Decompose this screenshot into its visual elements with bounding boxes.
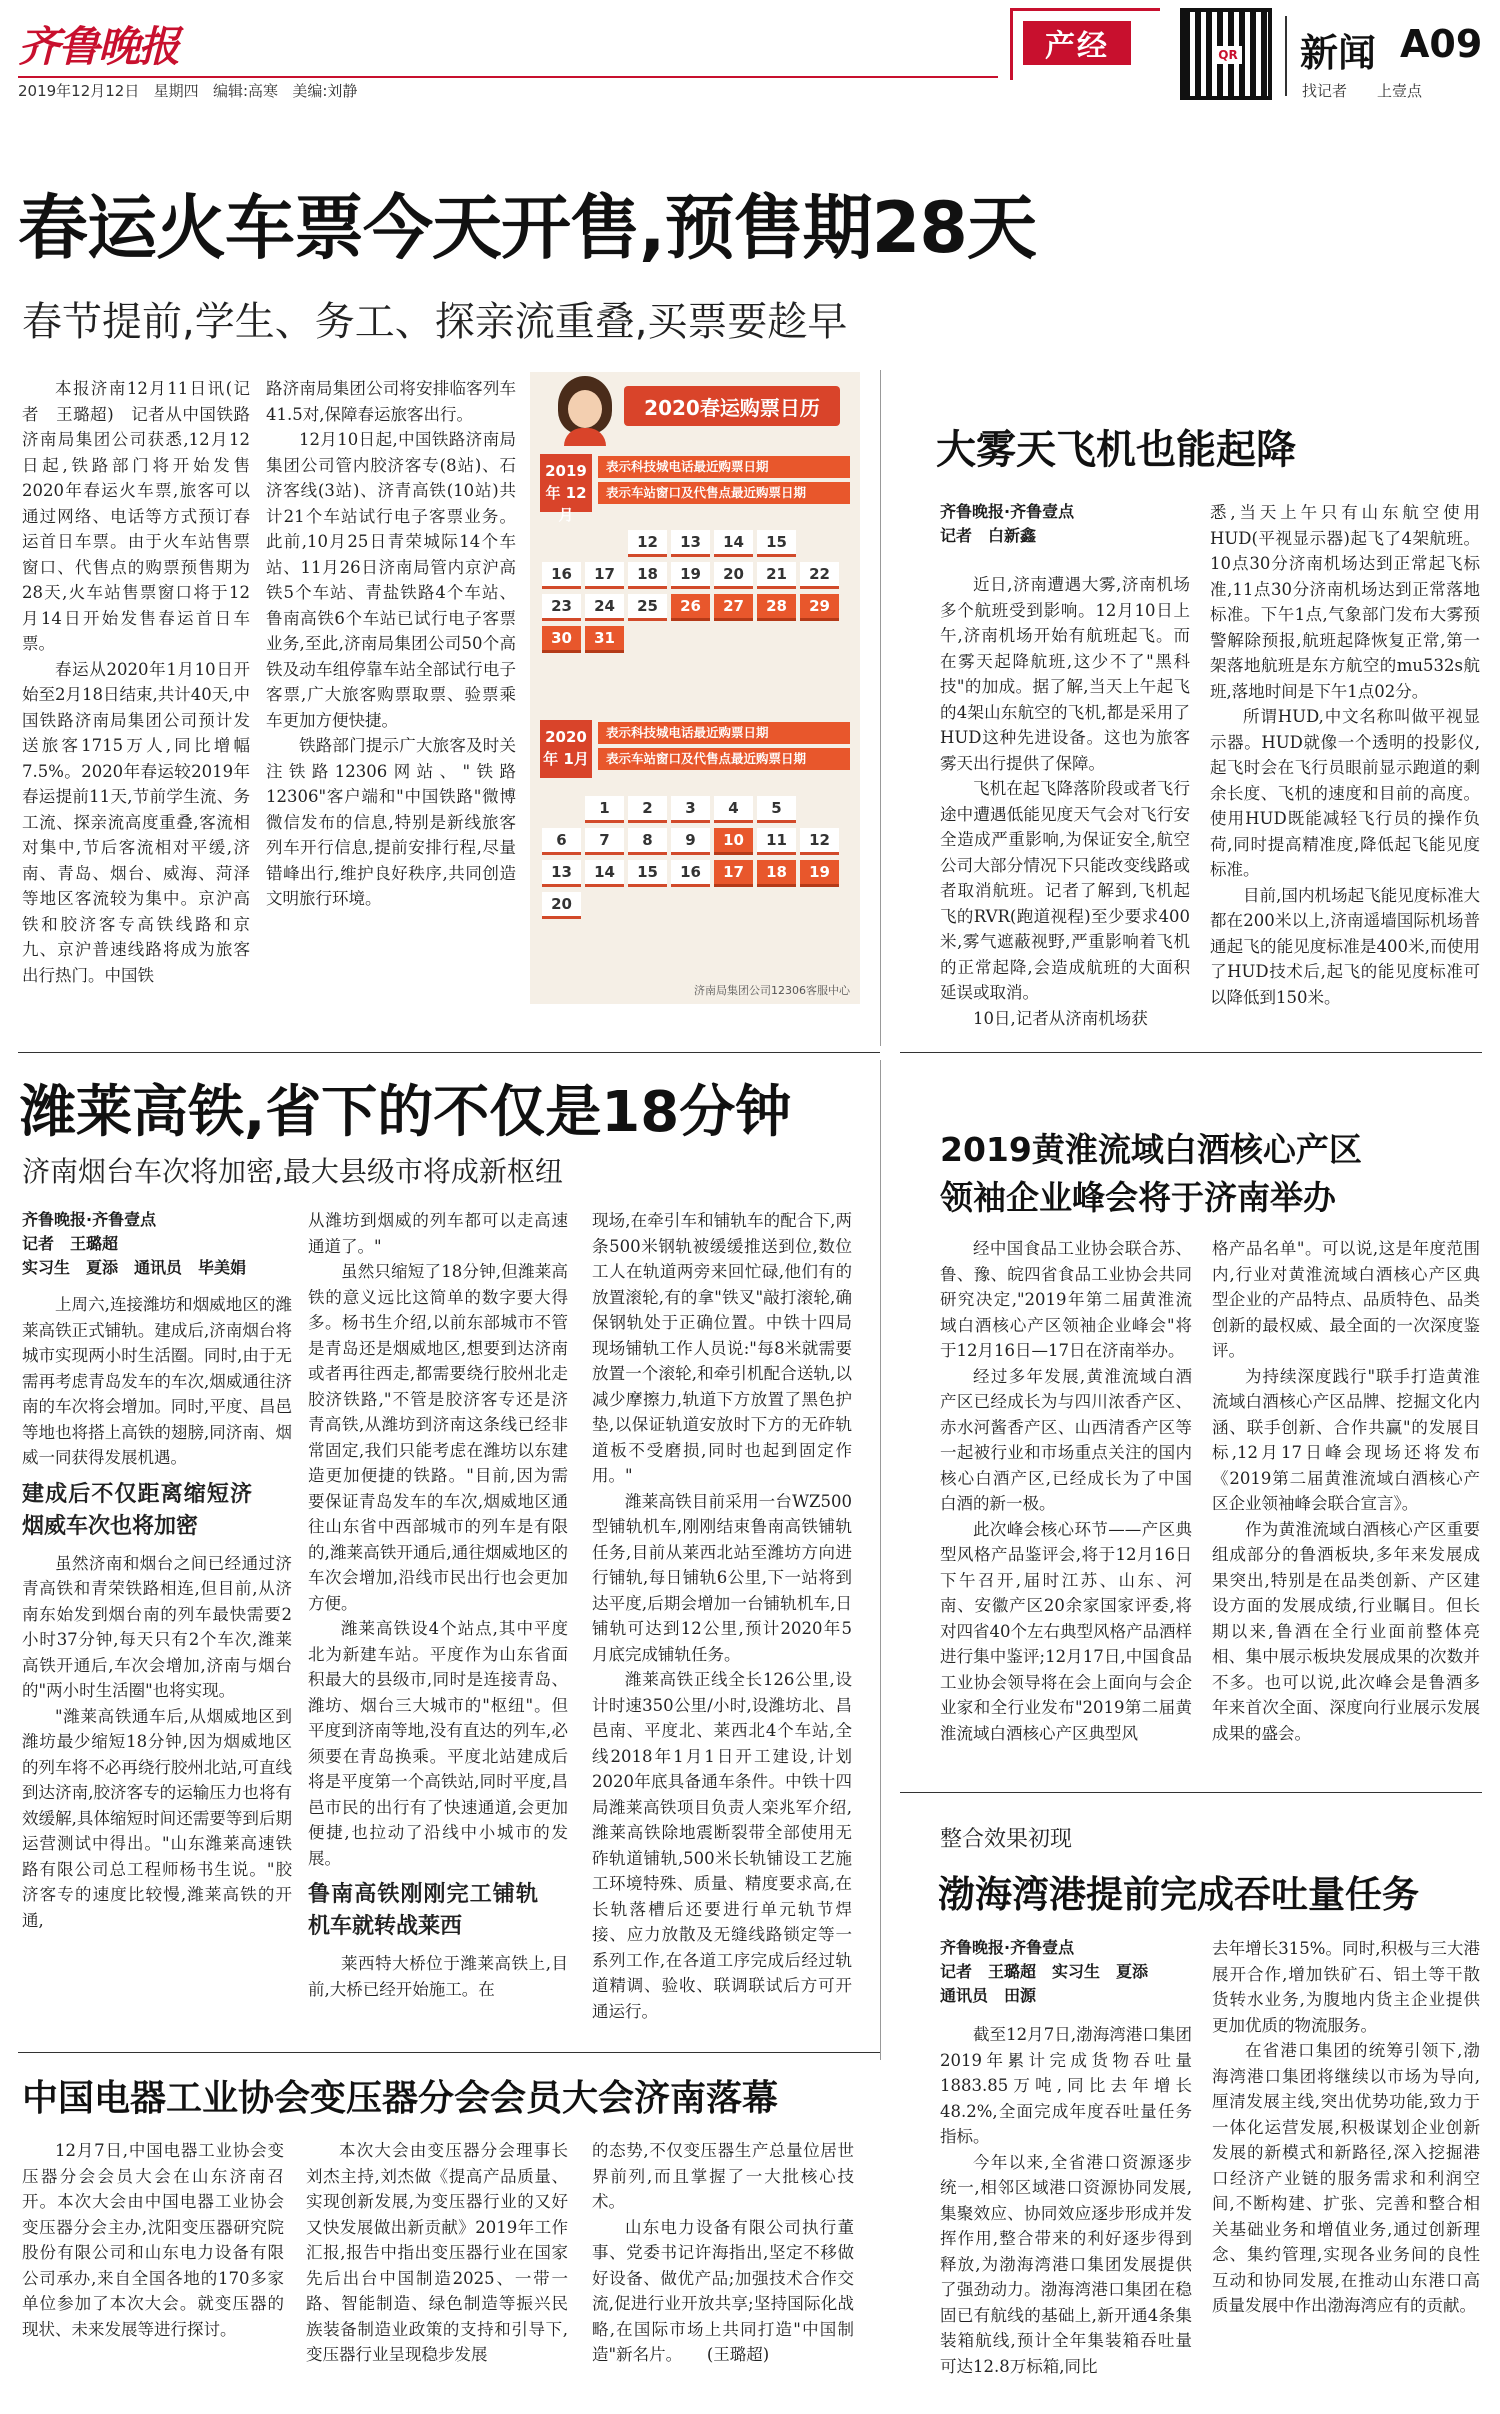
section-divider — [900, 1792, 1482, 1793]
calendar-day: 18 — [628, 562, 667, 589]
section-tag-label: 产经 — [1023, 21, 1131, 65]
paragraph: 潍莱高铁目前采用一台WZ500型铺轨机车,刚刚结束鲁南高铁铺轨任务,目前从莱西北站至潍坊方向进行铺轨,每日铺轨6公里,下一站将到达平度,后期会增加一台铺轨机车,日铺轨可达到12公里,预计2020年5月底完成铺轨任务。 — [592, 1491, 852, 1664]
calendar-week-row — [542, 626, 839, 653]
paragraph: 12月7日,中国电器工业协会变压器分会会员大会在山东济南召开。本次大会由中国电器工业协会变压器分会主办,沈阳变压器研究院股份有限公司和山东电力设备有限公司承办,来自全国各地的170多家单位参加了本次大会。就变压器的现状、未来发展等进行探讨。 — [22, 2141, 284, 2339]
transformer-column-3 — [592, 2138, 854, 2404]
calendar-day: 6 — [542, 828, 581, 855]
calendar-day: 19 — [800, 860, 839, 887]
calendar-day: 26 — [671, 594, 710, 621]
lead-deck: 春节提前,学生、务工、探亲流重叠,买票要趁早 — [22, 299, 848, 345]
weilai-column-3 — [592, 1208, 852, 2032]
byline-outlet: 齐鲁晚报·齐鲁壹点 — [940, 1938, 1075, 1957]
weilai-column-2 — [308, 1208, 568, 2032]
calendar-day: 25 — [628, 594, 667, 621]
calendar-day — [542, 530, 581, 557]
cartoon-avatar — [554, 372, 616, 446]
paragraph: 本报济南12月11日讯(记者 王璐超) 记者从中国铁路济南局集团公司获悉,12月12日起,铁路部门将开始发售2020年春运火车票,旅客可以通过网络、电话等方式预订春运首日车票。由于火车站售票窗口、代售点的购票预售期为28天,火车站售票窗口将于12月14日开始发售春运首日车票。 — [22, 379, 250, 653]
calendar-day: 13 — [542, 860, 581, 887]
calendar-legend-1: 表示科技城电话最近购票日期 — [598, 722, 850, 744]
paragraph: 莱西特大桥位于潍莱高铁上,目前,大桥已经开始施工。在 — [308, 1954, 568, 1999]
port-byline — [940, 1936, 1210, 2008]
paragraph: 在省港口集团的统筹引领下,渤海湾港口集团将继续以市场为导向,厘清发展主线,突出优势功能,致力于一体化运营发展,积极谋划企业创新发展的新模式和新路径,深入挖掘港口经济产业链的服务需求和利润空间,不断构建、扩张、完善和整合相关基础业务和增值业务,通过创新理念、集约管理,实现各业务间的良性互动和协同发展,在推动山东港口高质量发展中作出渤海湾应有的贡献。 — [1212, 2041, 1480, 2315]
calendar-day: 31 — [585, 626, 624, 653]
issue-meta — [18, 80, 357, 101]
calendar-legend-1: 表示科技城电话最近购票日期 — [598, 456, 850, 478]
section-tag — [1010, 8, 1160, 80]
calendar-week-row — [542, 892, 839, 919]
calendar-day: 17 — [585, 562, 624, 589]
masthead — [0, 0, 1500, 112]
january-grid — [542, 796, 839, 924]
port-kicker: 整合效果初现 — [940, 1827, 1073, 1852]
issue-weekday: 星期四 — [153, 82, 199, 100]
calendar-day — [585, 530, 624, 557]
weilai-headline: 潍莱高铁,省下的不仅是18分钟 — [20, 1080, 792, 1145]
calendar-week-row — [542, 860, 839, 887]
baijiu-column-1 — [940, 1236, 1192, 1776]
column-divider — [880, 1060, 881, 2060]
calendar-day: 5 — [757, 796, 796, 823]
calendar-legend-2: 表示车站窗口及代售点最近购票日期 — [598, 482, 850, 504]
weilai-subhead-2: 鲁南高铁刚刚完工铺轨机车就转战莱西 — [308, 1882, 538, 1939]
calendar-day: 30 — [542, 626, 581, 653]
section-divider — [18, 1052, 880, 1053]
paragraph: 此次峰会核心环节——产区典型风格产品鉴评会,将于12月16日下午召开,届时江苏、山东、河南、安徽产区20余家国家评委,将对四省40个左右典型风格产品酒样进行集中鉴评;12月17日,中国食品工业协会领导将在会上面向与会企业家和全行业发布"2019第二届黄淮流域白酒核心产区典型风 — [940, 1519, 1192, 1743]
calendar-week-row — [542, 530, 839, 557]
ticket-calendar-graphic — [530, 372, 860, 1004]
paragraph: 现场,在牵引车和铺轨车的配合下,两条500米钢轨被缓缓推送到位,数位工人在轨道两旁来回忙碌,他们有的放置滚轮,有的拿"铁叉"敲打滚轮,确保钢轨处于正确位置。中铁十四局现场铺轨工作人员说:"每8米就需要放置一个滚轮,和牵引机配合送轨,以减少摩擦力,轨道下方放置了黑色护垫,以保证轨道安放时下方的无砟轨道板不受磨损,同时也起到固定作用。" — [592, 1211, 852, 1485]
december-grid — [542, 530, 839, 658]
calendar-day: 13 — [671, 530, 710, 557]
calendar-day: 14 — [714, 530, 753, 557]
paragraph: 作为黄淮流域白酒核心产区重要组成部分的鲁酒板块,多年来发展成果突出,特别是在品类创新、产区建设方面的发展成绩,行业瞩目。但长期以来,鲁酒在全行业面前整体亮相、集中展示板块发展成果的次数并不多。也可以说,此次峰会是鲁酒多年来首次全面、深度向行业展示发展成果的盛会。 — [1212, 1519, 1480, 1743]
fog-headline: 大雾天飞机也能起降 — [936, 427, 1296, 473]
paragraph: 上周六,连接潍坊和烟威地区的潍莱高铁正式铺轨。建成后,济南烟台将城市实现两小时生活圈。同时,由于无需再考虑青岛发车的车次,烟威通往济南的车次将会增加。同时,平度、昌邑等地也将搭上高铁的翅膀,同济南、烟威一同获得发展机遇。 — [22, 1295, 292, 1467]
byline-interns: 实习生 夏添 通讯员 毕美娟 — [22, 1258, 247, 1277]
calendar-day: 11 — [757, 828, 796, 855]
baijiu-headline-line-1: 2019黄淮流域白酒核心产区 — [940, 1130, 1362, 1169]
calendar-day: 17 — [714, 860, 753, 887]
month-label-december: 2019年 12月 — [540, 454, 592, 512]
byline-correspondent: 通讯员 田源 — [940, 1986, 1037, 2005]
calendar-day: 3 — [671, 796, 710, 823]
paragraph: 的态势,不仅变压器生产总量位居世界前列,而且掌握了一大批核心技术。 — [592, 2141, 854, 2211]
calendar-day: 16 — [542, 562, 581, 589]
calendar-title: 2020春运购票日历 — [624, 386, 840, 426]
paragraph: 经中国食品工业协会联合苏、鲁、豫、皖四省食品工业协会共同研究决定,"2019年第二届黄淮流域白酒核心产区领袖企业峰会"将于12月16日—17日在济南举办。 — [940, 1239, 1192, 1360]
calendar-day: 20 — [714, 562, 753, 589]
calendar-day: 7 — [585, 828, 624, 855]
calendar-day: 27 — [714, 594, 753, 621]
month-label-january: 2020年 1月 — [540, 720, 592, 778]
transformer-headline: 中国电器工业协会变压器分会会员大会济南落幕 — [22, 2078, 779, 2119]
calendar-day: 20 — [542, 892, 581, 919]
paragraph: 从潍坊到烟威的列车都可以走高速通道了。" — [308, 1211, 568, 1256]
transformer-column-2 — [306, 2138, 568, 2404]
calendar-day: 24 — [585, 594, 624, 621]
calendar-day: 12 — [628, 530, 667, 557]
calendar-day: 29 — [800, 594, 839, 621]
calendar-day: 14 — [585, 860, 624, 887]
weilai-subhead-1: 建成后不仅距离缩短济烟威车次也将加密 — [22, 1481, 252, 1539]
december-panel — [540, 450, 852, 690]
calendar-day: 10 — [714, 828, 753, 855]
masthead-rule — [18, 76, 998, 78]
section-divider — [900, 1052, 1482, 1053]
calendar-day: 16 — [671, 860, 710, 887]
calendar-day: 19 — [671, 562, 710, 589]
port-headline: 渤海湾港提前完成吞吐量任务 — [938, 1873, 1419, 1916]
weilai-byline — [22, 1208, 292, 1280]
calendar-week-row — [542, 594, 839, 621]
header-divider — [1285, 16, 1287, 96]
fog-byline — [940, 500, 1190, 548]
calendar-day — [542, 796, 581, 823]
paragraph: 今年以来,全省港口资源逐步统一,相邻区域港口资源协同发展,集聚效应、协同效应逐步形成并发挥作用,整合带来的利好逐步得到释放,为渤海湾港口集团发展提供了强劲动力。渤海湾港口集团在稳固已有航线的基础上,新开通4条集装箱航线,预计全年集装箱吞吐量可达12.8万标箱,同比 — [940, 2152, 1192, 2376]
calendar-day: 9 — [671, 828, 710, 855]
paragraph: 虽然济南和烟台之间已经通过济青高铁和青荣铁路相连,但目前,从济南东始发到烟台南的列车最快需要2小时37分钟,每天只有2个车次,潍莱高铁开通后,车次会增加,济南与烟台的"两小时生活圈"也将实现。 — [22, 1553, 292, 1700]
calendar-day: 23 — [542, 594, 581, 621]
weilai-deck: 济南烟台车次将加密,最大县级市将成新枢纽 — [22, 1155, 563, 1188]
paragraph: "潍莱高铁通车后,从烟威地区到潍坊最少缩短18分钟,因为烟威地区的列车将不必再绕行胶州北站,可直线到达济南,胶济客专的运输压力也将有效缓解,具体缩短时间还需要等到后期运营测试中得出。"山东潍莱高速铁路有限公司总工程师杨书生说。"胶济客专的速度比较慢,潍莱高铁的开通, — [22, 1706, 292, 1930]
paragraph: 潍莱高铁正线全长126公里,设计时速350公里/小时,设潍坊北、昌邑南、平度北、莱西北4个车站,全线2018年1月1日开工建设,计划2020年底具备通车条件。中铁十四局潍莱高铁项目负责人栾兆军介绍,潍莱高铁除地震断裂带全部使用无砟轨道铺轨,500米长轨铺设工艺施工环境特殊、质量、精度要求高,在长轨落槽后还要进行单元轨节焊接、应力放散及无缝线路锁定等一系列工作,在各道工序完成后经过轨道精调、验收、联调联试后方可开通运行。 — [592, 1670, 852, 2021]
newspaper-logo: 齐鲁晚报 — [18, 22, 179, 71]
paragraph: 山东电力设备有限公司执行董事、党委书记许海指出,坚定不移做好设备、做优产品;加强技术合作交流,促进行业开放共享;坚持国际化战略,在国际市场上共同打造"中国制造"新名片。 (王璐超) — [592, 2217, 854, 2364]
paragraph: 去年增长315%。同时,积极与三大港展开合作,增加铁矿石、铝土等干散货转水业务,为腹地内货主企业提供更加优质的物流服务。 — [1212, 1939, 1480, 2035]
calendar-week-row — [542, 796, 839, 823]
calendar-day: 28 — [757, 594, 796, 621]
transformer-column-1 — [22, 2138, 284, 2404]
lead-column-1 — [22, 376, 250, 1012]
baijiu-column-2 — [1212, 1236, 1480, 1776]
calendar-day: 4 — [714, 796, 753, 823]
masthead-slogan: 找记者 上壹点 — [1302, 82, 1423, 100]
paragraph: 经过多年发展,黄淮流域白酒产区已经成长为与四川浓香产区、赤水河酱香产区、山西清香产区等一起被行业和市场重点关注的国内核心白酒产区,已经成长为了中国白酒的新一极。 — [940, 1366, 1192, 1513]
lead-column-2 — [266, 376, 516, 1012]
paragraph: 为持续深度践行"联手打造黄淮流域白酒核心产区品牌、挖掘文化内涵、联手创新、合作共赢"的发展目标,12月17日峰会现场还将发布《2019第二届黄淮流域白酒核心产区企业领袖峰会联合宣言》。 — [1212, 1366, 1480, 1513]
calendar-day: 15 — [628, 860, 667, 887]
issue-date: 2019年12月12日 — [18, 82, 140, 100]
paragraph: 飞机在起飞降落阶段或者飞行途中遭遇低能见度天气会对飞行安全造成严重影响,为保证安全,航空公司大部分情况下只能改变线路或者取消航班。记者了解到,飞机起飞的RVR(跑道视程)至少要求400米,雾气遮蔽视野,严重影响着飞机的正常起降,会造成航班的大面积延误或取消。 — [940, 779, 1190, 1002]
qr-center-label: QR — [1214, 46, 1242, 64]
designer-credit: 美编:刘静 — [292, 82, 358, 100]
paragraph: 所谓HUD,中文名称叫做平视显示器。HUD就像一个透明的投影仪,起飞时会在飞行员眼前显示跑道的剩余长度、飞机的速度和目前的高度。使用HUD既能减轻飞行员的操作负荷,同时提高精准度,降低起飞能见度标准。 — [1210, 707, 1480, 879]
paragraph: 潍莱高铁设4个站点,其中平度北为新建车站。平度作为山东省面积最大的县级市,同时是连接青岛、潍坊、烟台三大城市的"枢纽"。但平度到济南等地,没有直达的列车,必须要在青岛换乘。平度北站建成后将是平度第一个高铁站,同时平度,昌邑市民的出行有了快速通道,会更加便捷,也拉动了沿线中小城市的发展。 — [308, 1619, 568, 1868]
section-name: 新闻 — [1300, 31, 1377, 75]
january-panel — [540, 716, 852, 976]
port-column-2 — [1212, 1936, 1480, 2402]
fog-column-1 — [940, 572, 1190, 1036]
calendar-day: 12 — [800, 828, 839, 855]
avatar-face — [568, 390, 602, 428]
calendar-week-row — [542, 562, 839, 589]
calendar-day: 22 — [800, 562, 839, 589]
paragraph: 截至12月7日,渤海湾港口集团2019年累计完成货物吞吐量1883.85万吨,同比去年增长48.2%,全面完成年度吞吐量任务指标。 — [940, 2025, 1192, 2146]
calendar-footer: 济南局集团公司12306客服中心 — [694, 984, 850, 997]
calendar-day: 18 — [757, 860, 796, 887]
calendar-day: 2 — [628, 796, 667, 823]
paragraph: 本次大会由变压器分会理事长刘杰主持,刘杰做《提高产品质量、实现创新发展,为变压器行业的又好又快发展做出新贡献》2019年工作汇报,报告中指出变压器行业在国家先后出台中国制造2025、一带一路、智能制造、绿色制造等振兴民族装备制造业政策的支持和引导下,变压器行业呈现稳步发展 — [306, 2141, 568, 2364]
calendar-day: 21 — [757, 562, 796, 589]
column-divider — [880, 370, 881, 1046]
paragraph: 春运从2020年1月10日开始至2月18日结束,共计40天,中国铁路济南局集团公司预计发送旅客1715万人,同比增幅7.5%。2020年春运较2019年春运提前11天,节前学生流、务工流、探亲流高度重叠,客流相对集中,节后客流相对平缓,济南、青岛、烟台、威海、菏泽等地区客流较为集中。京沪高铁和胶济客专高铁线路和京九、京沪普速线路将成为旅客出行热门。中国铁 — [22, 659, 250, 985]
calendar-week-row — [542, 828, 839, 855]
qr-code — [1180, 8, 1272, 100]
calendar-day: 1 — [585, 796, 624, 823]
lead-headline: 春运火车票今天开售,预售期28天 — [18, 187, 1037, 269]
byline-outlet: 齐鲁晚报·齐鲁壹点 — [22, 1210, 157, 1229]
paragraph: 格产品名单"。可以说,这是年度范围内,行业对黄淮流域白酒核心产区典型企业的产品特点、品质特色、品类创新的最权威、最全面的一次深度鉴评。 — [1212, 1239, 1480, 1360]
paragraph: 近日,济南遭遇大雾,济南机场多个航班受到影响。12月10日上午,济南机场开始有航班起飞。而在雾天起降航班,这少不了"黑科技"的加成。据了解,当天上午起飞的4架山东航空的飞机,都是采用了HUD这种先进设备。这也为旅客雾天出行提供了保障。 — [940, 575, 1190, 773]
paragraph: 10日,记者从济南机场获 — [973, 1008, 1148, 1028]
byline-reporter: 记者 王璐超 实习生 夏添 — [940, 1962, 1149, 1981]
paragraph: 虽然只缩短了18分钟,但潍莱高铁的意义远比这简单的数字要大得多。杨书生介绍,以前东部城市不管是青岛还是烟威地区,想要到达济南或者再往西走,都需要绕行胶州北走胶济铁路,"不管是胶济客专还是济青高铁,从潍坊到济南这条线已经非常固定,我们只能考虑在潍坊以东建造更加便捷的铁路。"目前,因为需要保证青岛发车的车次,烟威地区通往山东省中西部城市的列车是有限的,潍莱高铁开通后,通往烟威地区的车次会增加,沿线市民出行也会更加方便。 — [308, 1262, 568, 1613]
paragraph: 悉,当天上午只有山东航空使用HUD(平视显示器)起飞了4架航班。10点30分济南机场达到正常起飞标准,11点30分济南机场达到正常落地标准。下午1点,气象部门发布大雾预警解除预报,航班起降恢复正常,第一架落地航班是东方航空的mu532s航班,落地时间是下午1点02分。 — [1210, 503, 1480, 701]
port-column-1 — [940, 2022, 1192, 2402]
paragraph: 路济南局集团公司将安排临客列车41.5对,保障春运旅客出行。 — [266, 379, 516, 424]
section-divider — [18, 2052, 880, 2053]
calendar-legend-2: 表示车站窗口及代售点最近购票日期 — [598, 748, 850, 770]
calendar-day: 8 — [628, 828, 667, 855]
paragraph: 铁路部门提示广大旅客及时关注铁路12306网站、"铁路12306"客户端和"中国铁路"微博微信发布的信息,特别是新线旅客列车开行信息,提前安排行程,尽量错峰出行,维护良好秩序,共同创造文明旅行环境。 — [266, 736, 516, 908]
paragraph: 12月10日起,中国铁路济南局集团公司管内胶济客专(8站)、石济客线(3站)、济青高铁(10站)共计21个车站试行电子客票业务。此前,10月25日青荣城际14个车站、11月26日济南局管内京沪高铁5个车站、青盐铁路4个车站、鲁南高铁6个车站已试行电子客票业务,至此,济南局集团公司50个高铁及动车组停靠车站全部试行电子客票,广大旅客购票取票、验票乘车更加方便快捷。 — [266, 430, 516, 730]
weilai-column-1 — [22, 1292, 292, 2032]
byline-reporter: 记者 王璐超 — [22, 1234, 119, 1253]
byline-reporter: 记者 白新鑫 — [940, 526, 1037, 545]
baijiu-headline-line-2: 领袖企业峰会将于济南举办 — [940, 1178, 1336, 1217]
page-number: A09 — [1400, 22, 1483, 66]
paragraph: 目前,国内机场起飞能见度标准大都在200米以上,济南遥墙国际机场普通起飞的能见度标准是400米,而使用了HUD技术后,起飞的能见度标准可以降低到150米。 — [1210, 885, 1480, 1007]
byline-outlet: 齐鲁晚报·齐鲁壹点 — [940, 502, 1075, 521]
fog-column-2 — [1210, 500, 1480, 1036]
calendar-day: 15 — [757, 530, 796, 557]
editor-credit: 编辑:高寒 — [213, 82, 279, 100]
